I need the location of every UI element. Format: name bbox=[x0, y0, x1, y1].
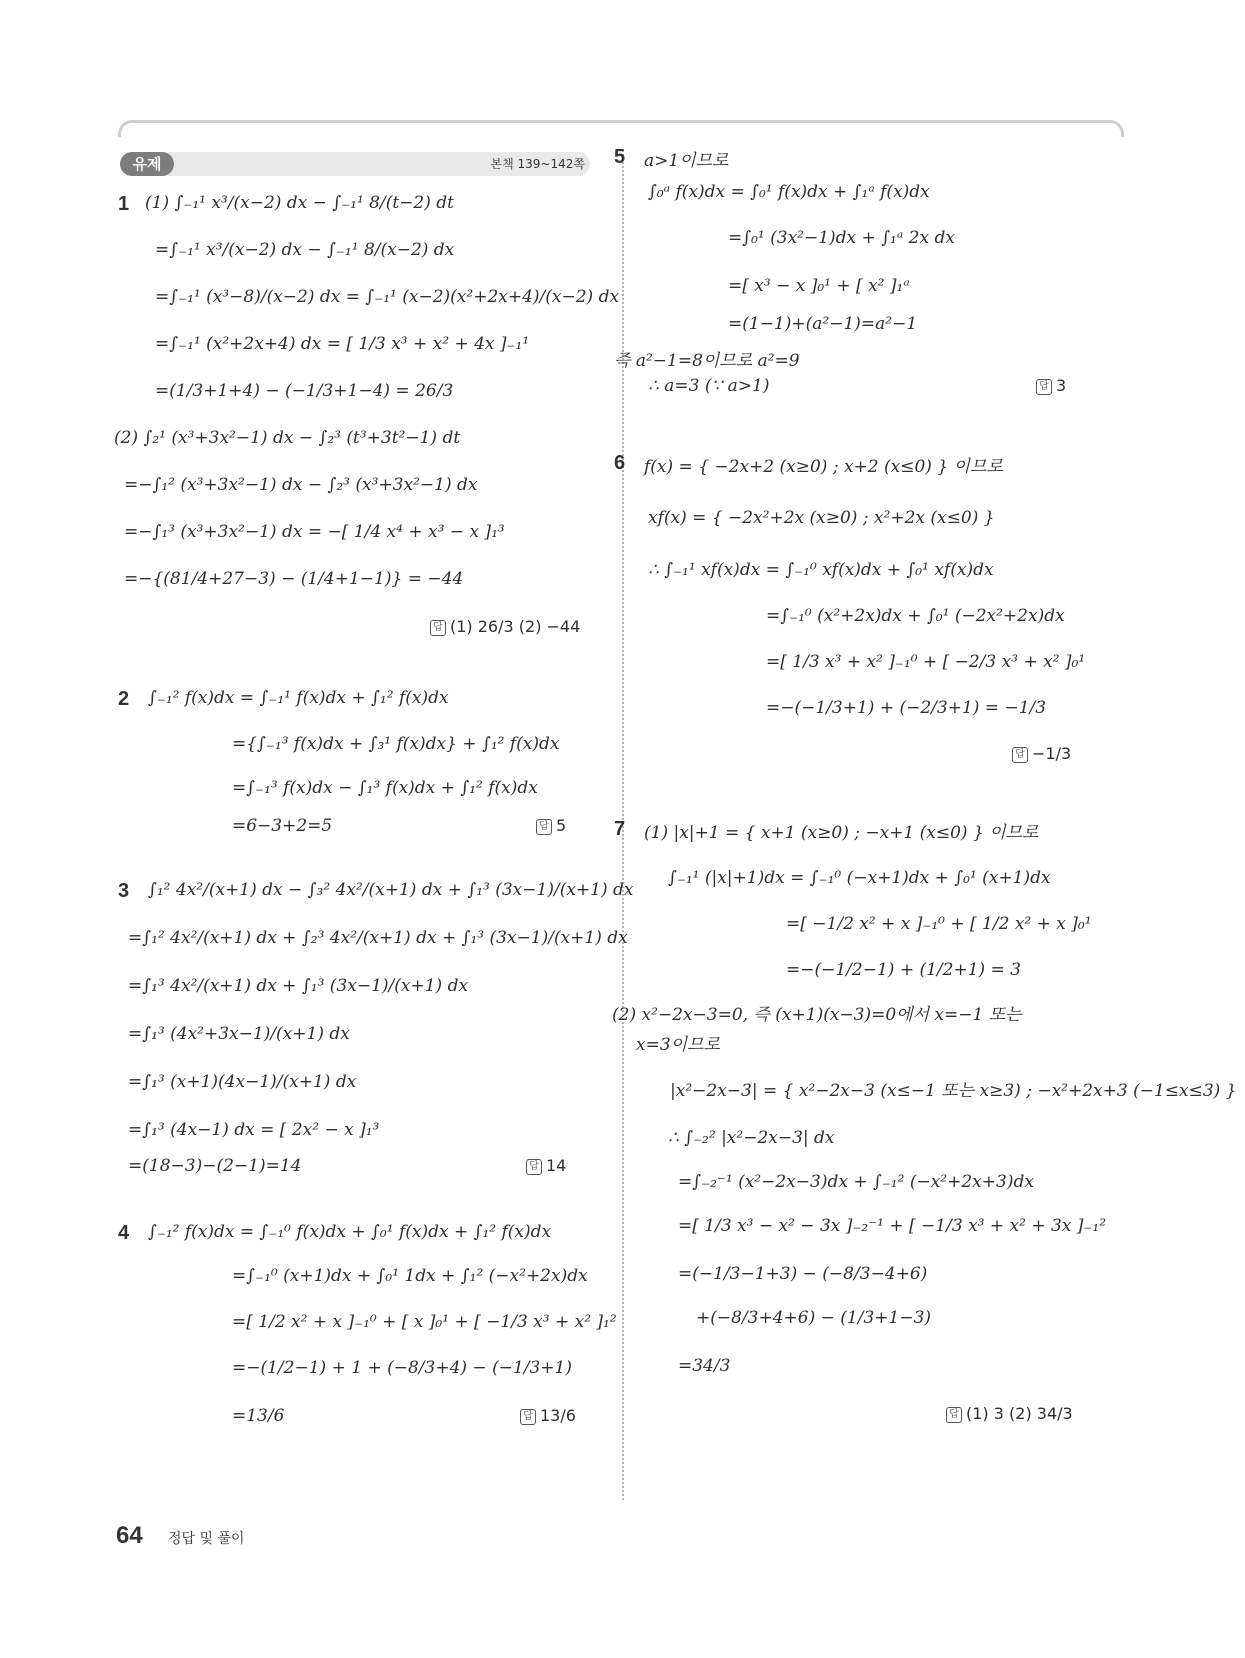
solution-line: f(x) = { −2x+2 (x≥0) ; x+2 (x≤0) } 이므로 bbox=[644, 457, 1003, 477]
solution-line: =−∫₁³ (x³+3x²−1) dx = −[ 1/4 x⁴ + x³ − x ]₁³ bbox=[124, 522, 505, 542]
answer-icon: 답 bbox=[1012, 747, 1028, 763]
problem-number: 6 bbox=[614, 452, 626, 474]
solution-line: ∫₋₁¹ (|x|+1)dx = ∫₋₁⁰ (−x+1)dx + ∫₀¹ (x+1)dx bbox=[668, 868, 1051, 888]
answer-icon: 답 bbox=[520, 1409, 536, 1425]
answer-text: (1) 3 (2) 34/3 bbox=[966, 1404, 1073, 1423]
textbook-reference: 본책 139~142쪽 bbox=[490, 157, 585, 171]
solution-line: =∫₀¹ (3x²−1)dx + ∫₁ᵃ 2x dx bbox=[728, 228, 955, 248]
answer-text: (1) 26/3 (2) −44 bbox=[450, 617, 581, 636]
solution-line: =∫₋₁¹ (x²+2x+4) dx = [ 1/3 x³ + x² + 4x ]₋₁¹ bbox=[155, 334, 530, 354]
answer-text: 13/6 bbox=[540, 1406, 576, 1425]
solution-line: (2) x²−2x−3=0, 즉 (x+1)(x−3)=0에서 x=−1 또는 bbox=[612, 1005, 1022, 1025]
solution-line: =∫₋₁⁰ (x+1)dx + ∫₀¹ 1dx + ∫₁² (−x²+2x)dx bbox=[232, 1266, 588, 1286]
problem-number: 2 bbox=[118, 688, 130, 710]
solution-line: 즉 a²−1=8이므로 a²=9 bbox=[614, 351, 800, 371]
answer-line bbox=[1012, 744, 1071, 763]
solution-line: ∴ ∫₋₂² |x²−2x−3| dx bbox=[668, 1128, 835, 1148]
answer-line bbox=[520, 1406, 576, 1425]
answer-text: 14 bbox=[546, 1156, 567, 1175]
solution-line: =6−3+2=5 bbox=[232, 816, 333, 836]
solution-line: =∫₁³ (4x−1) dx = [ 2x² − x ]₁³ bbox=[128, 1120, 380, 1140]
answer-text: −1/3 bbox=[1032, 744, 1072, 763]
solution-line: |x²−2x−3| = { x²−2x−3 (x≤−1 또는 x≥3) ; −x²+2x+3 (−1≤x≤3) } bbox=[670, 1081, 1237, 1101]
answer-line bbox=[526, 1156, 566, 1175]
problem-number: 1 bbox=[118, 193, 130, 215]
answer-line bbox=[1036, 376, 1066, 395]
answer-line bbox=[946, 1404, 1073, 1423]
solution-line: ={∫₋₁³ f(x)dx + ∫₃¹ f(x)dx} + ∫₁² f(x)dx bbox=[232, 734, 560, 754]
solution-line: =∫₁² 4x²/(x+1) dx + ∫₂³ 4x²/(x+1) dx + ∫₁³ (3x−1)/(x+1) dx bbox=[128, 928, 628, 948]
answer-icon: 답 bbox=[536, 819, 552, 835]
solution-line: ∫₋₁² f(x)dx = ∫₋₁¹ f(x)dx + ∫₁² f(x)dx bbox=[148, 688, 449, 708]
solution-line: =∫₋₁¹ x³/(x−2) dx − ∫₋₁¹ 8/(x−2) dx bbox=[155, 240, 455, 260]
solution-line: (1) ∫₋₁¹ x³/(x−2) dx − ∫₋₁¹ 8/(t−2) dt bbox=[145, 193, 454, 213]
solution-line: =(−1/3−1+3) − (−8/3−4+6) bbox=[678, 1264, 928, 1284]
solution-line: =[ 1/3 x³ + x² ]₋₁⁰ + [ −2/3 x³ + x² ]₀¹ bbox=[766, 652, 1086, 672]
solution-line: =∫₋₂⁻¹ (x²−2x−3)dx + ∫₋₁² (−x²+2x+3)dx bbox=[678, 1172, 1034, 1192]
answer-icon: 답 bbox=[1036, 379, 1052, 395]
solution-line: (1) |x|+1 = { x+1 (x≥0) ; −x+1 (x≤0) } 이므로 bbox=[644, 823, 1039, 843]
solution-line: x=3이므로 bbox=[636, 1035, 720, 1055]
top-border bbox=[118, 120, 1124, 137]
section-tag: 유제 bbox=[120, 152, 174, 176]
solution-line: =∫₁³ (4x²+3x−1)/(x+1) dx bbox=[128, 1024, 350, 1044]
solution-line: =∫₋₁⁰ (x²+2x)dx + ∫₀¹ (−2x²+2x)dx bbox=[766, 606, 1065, 626]
solution-line: =∫₋₁³ f(x)dx − ∫₁³ f(x)dx + ∫₁² f(x)dx bbox=[232, 778, 538, 798]
solution-line: +(−8/3+4+6) − (1/3+1−3) bbox=[696, 1308, 932, 1328]
solution-line: =(1/3+1+4) − (−1/3+1−4) = 26/3 bbox=[155, 381, 454, 401]
footer-label: 정답 및 풀이 bbox=[168, 1531, 245, 1547]
solution-line: =−{(81/4+27−3) − (1/4+1−1)} = −44 bbox=[124, 569, 464, 589]
solution-line: ∫₁² 4x²/(x+1) dx − ∫₃² 4x²/(x+1) dx + ∫₁³ (3x−1)/(x+1) dx bbox=[148, 880, 634, 900]
solution-line: ∫₀ᵃ f(x)dx = ∫₀¹ f(x)dx + ∫₁ᵃ f(x)dx bbox=[648, 182, 930, 202]
solution-line: =[ 1/3 x³ − x² − 3x ]₋₂⁻¹ + [ −1/3 x³ + x² + 3x ]₋₁² bbox=[678, 1216, 1107, 1236]
solution-line: =[ 1/2 x² + x ]₋₁⁰ + [ x ]₀¹ + [ −1/3 x³ + x² ]₁² bbox=[232, 1312, 617, 1332]
solution-line: =−(−1/2−1) + (1/2+1) = 3 bbox=[786, 960, 1022, 980]
solution-line: =[ x³ − x ]₀¹ + [ x² ]₁ᵃ bbox=[728, 276, 910, 296]
solution-line: =13/6 bbox=[232, 1406, 285, 1426]
answer-text: 5 bbox=[556, 816, 567, 835]
solution-line: xf(x) = { −2x²+2x (x≥0) ; x²+2x (x≤0) } bbox=[648, 508, 995, 528]
solution-line: ∴ a=3 (∵ a>1) bbox=[648, 376, 770, 396]
problem-number: 7 bbox=[614, 818, 626, 840]
solution-line: =−∫₁² (x³+3x²−1) dx − ∫₂³ (x³+3x²−1) dx bbox=[124, 475, 478, 495]
solution-line: =(1−1)+(a²−1)=a²−1 bbox=[728, 314, 918, 334]
solution-line: =(18−3)−(2−1)=14 bbox=[128, 1156, 302, 1176]
solution-line: ∫₋₁² f(x)dx = ∫₋₁⁰ f(x)dx + ∫₀¹ f(x)dx + ∫₁² f(x)dx bbox=[148, 1222, 552, 1242]
page-number: 64 bbox=[116, 1522, 143, 1549]
solution-line: a>1이므로 bbox=[644, 151, 729, 171]
problem-number: 5 bbox=[614, 146, 626, 168]
solution-line: (2) ∫₂¹ (x³+3x²−1) dx − ∫₂³ (t³+3t²−1) dt bbox=[114, 428, 461, 448]
problem-number: 3 bbox=[118, 880, 130, 902]
solution-line: =∫₁³ (x+1)(4x−1)/(x+1) dx bbox=[128, 1072, 357, 1092]
answer-line bbox=[430, 617, 580, 636]
solution-line: =34/3 bbox=[678, 1356, 731, 1376]
solution-line: =−(−1/3+1) + (−2/3+1) = −1/3 bbox=[766, 698, 1047, 718]
answer-icon: 답 bbox=[526, 1159, 542, 1175]
answer-line bbox=[536, 816, 566, 835]
answer-icon: 답 bbox=[946, 1407, 962, 1423]
solution-line: =[ −1/2 x² + x ]₋₁⁰ + [ 1/2 x² + x ]₀¹ bbox=[786, 914, 1092, 934]
solution-line: =∫₋₁¹ (x³−8)/(x−2) dx = ∫₋₁¹ (x−2)(x²+2x+4)/(x−2) dx bbox=[155, 287, 620, 307]
problem-number: 4 bbox=[118, 1222, 130, 1244]
solution-line: ∴ ∫₋₁¹ xf(x)dx = ∫₋₁⁰ xf(x)dx + ∫₀¹ xf(x)dx bbox=[648, 560, 994, 580]
answer-text: 3 bbox=[1056, 376, 1067, 395]
answer-icon: 답 bbox=[430, 620, 446, 636]
solution-line: =−(1/2−1) + 1 + (−8/3+4) − (−1/3+1) bbox=[232, 1358, 572, 1378]
solution-line: =∫₁³ 4x²/(x+1) dx + ∫₁³ (3x−1)/(x+1) dx bbox=[128, 976, 469, 996]
